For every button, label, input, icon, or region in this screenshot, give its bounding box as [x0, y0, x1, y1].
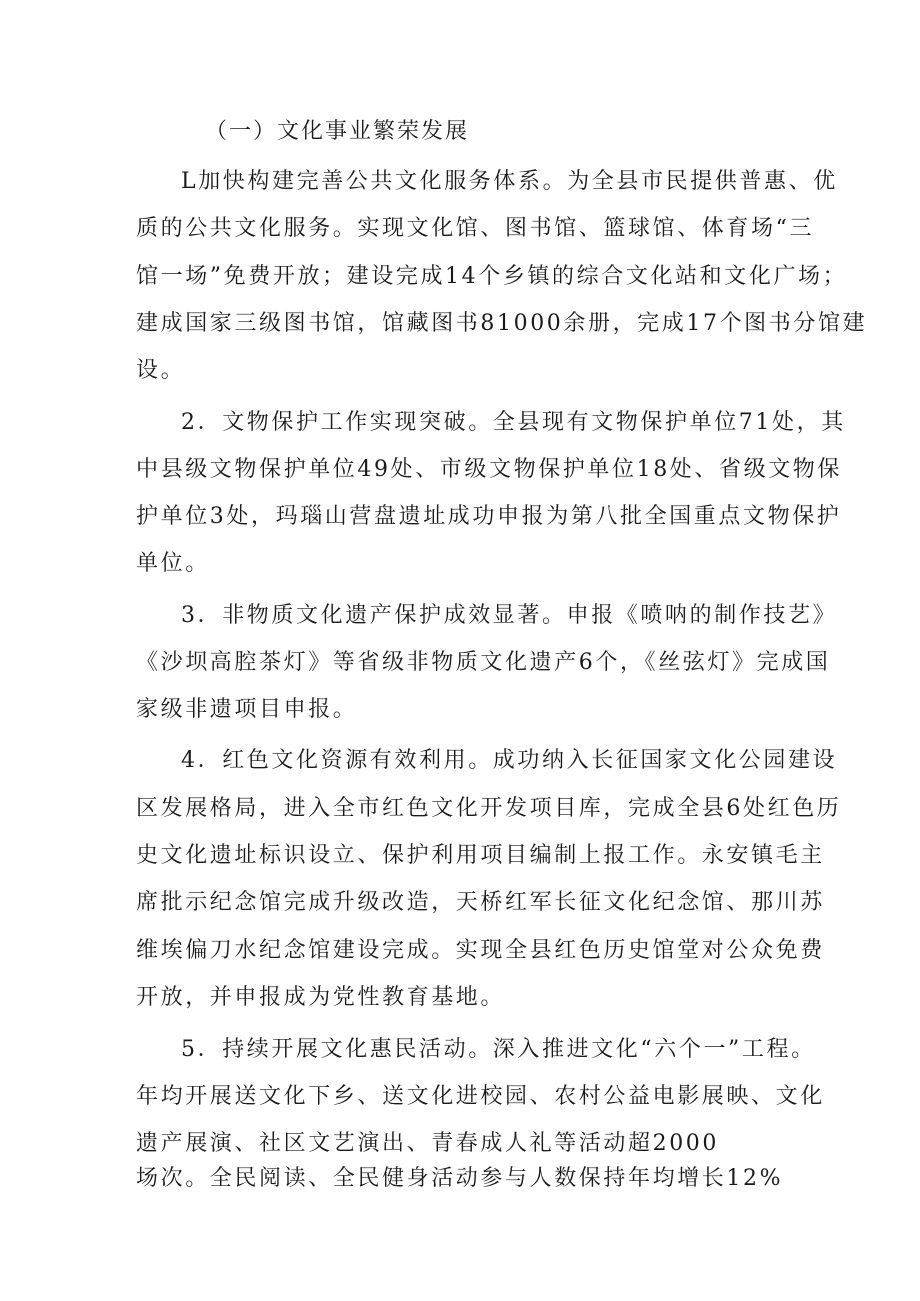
paragraph-line: 史文化遗址标识设立、保护利用项目编制上报工作。永安镇毛主 — [136, 843, 825, 868]
paragraph-line: 维埃偏刀水纪念馆建设完成。实现全县红色历史馆堂对公众免费 — [136, 938, 825, 963]
paragraph-line: 席批示纪念馆完成升级改造，天桥红军长征文化纪念馆、那川苏 — [136, 890, 825, 915]
paragraph-line: 《沙坝高腔茶灯》等省级非物质文化遗产6个，《丝弦灯》完成国 — [136, 650, 831, 675]
paragraph-line: 馆一场”免费开放；建设完成14个乡镇的综合文化站和文化广场； — [136, 264, 848, 289]
paragraph-line: 单位。 — [136, 551, 210, 576]
paragraph-line: 开放，并申报成为党性教育基地。 — [136, 985, 506, 1010]
paragraph-line: 家级非遗项目申报。 — [136, 697, 358, 722]
paragraph-line: 区发展格局，进入全市红色文化开发项目库，完成全县6处红色历 — [136, 796, 842, 821]
paragraph-line: 4．红色文化资源有效利用。成功纳入长征国家文化公园建设 — [181, 748, 838, 773]
paragraph-line: 2．文物保护工作实现突破。全县现有文物保护单位71处，其 — [181, 410, 846, 435]
paragraph-line: 场次。全民阅读、全民健身活动参与人数保持年均增长12% — [136, 1166, 784, 1191]
paragraph-line: 遗产展演、社区文艺演出、青春成人礼等活动超2000 — [136, 1131, 719, 1156]
paragraph-line: 设。 — [136, 358, 186, 383]
paragraph-line: 建成国家三级图书馆，馆藏图书81000余册，完成17个图书分馆建 — [136, 311, 868, 336]
paragraph-line: 5．持续开展文化惠民活动。深入推进文化“六个一”工程。 — [181, 1037, 816, 1062]
section-heading: （一）文化事业繁荣发展 — [205, 119, 470, 144]
paragraph-line: 3．非物质文化遗产保护成效显著。申报《喷呐的制作技艺》 — [181, 603, 838, 628]
paragraph-line: 中县级文物保护单位49处、市级文物保护单位18处、省级文物保 — [136, 457, 842, 482]
paragraph-line: 年均开展送文化下乡、送文化进校园、农村公益电影展映、文化 — [136, 1084, 825, 1109]
paragraph-line: L加快构建完善公共文化服务体系。为全县市民提供普惠、优 — [181, 169, 838, 194]
paragraph-line: 质的公共文化服务。实现文化馆、图书馆、篮球馆、体育场“三 — [136, 216, 815, 241]
paragraph-line: 护单位3处，玛瑙山营盘遗址成功申报为第八批全国重点文物保护 — [136, 504, 842, 529]
